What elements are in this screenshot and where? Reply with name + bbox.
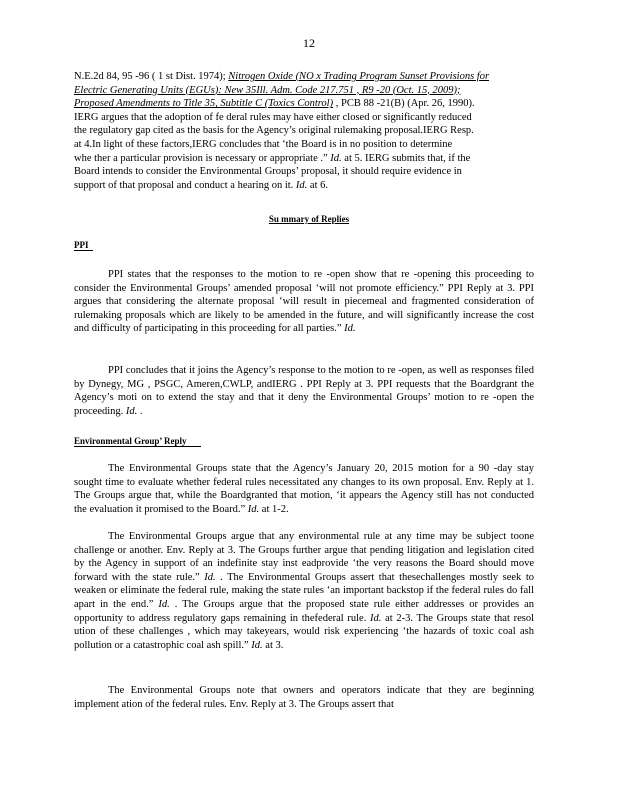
intro-line5: the regulatory gap cited as the basis for the Agency’s original rulemaking proposal.IERG Resp. [74, 125, 474, 137]
env-para1-text: The Environmental Groups state that the Agency’s January 20, 2015 motion for a 90 -day stay sought time to evaluate whether federal rules necessitated any changes to its own proposal. Env. Reply at 1. The Groups argue that, while the Boardgranted that motion, ‘it appears the Agency still has not conducted the evaluation it promised to the Board.” [74, 463, 534, 515]
intro-line3b: , PCB 88 -21(B) (Apr. 26, 1990). [333, 98, 475, 110]
intro-line4: IERG argues that the adoption of fe deral rules may have either closed or significantly reduced [74, 111, 472, 123]
intro-paragraph [74, 70, 534, 192]
env-paragraph-3 [74, 684, 534, 711]
ppi-paragraph-1 [74, 268, 534, 336]
env-para1-id: Id. [247, 503, 260, 515]
env-para2-text-e: at 3. [262, 639, 284, 651]
intro-line3a: Proposed Amendments to Title 35, Subtitle C (Toxics Control) [74, 98, 334, 110]
ppi-para1-text: PPI states that the responses to the motion to re -open show that re -opening this proceeding to consider the Environmental Groups’ amended proposal ‘will not promote efficiency.” PPI Reply at 3. PPI argues that considering the alternate proposal ‘will result in piecemeal and fragmented consideration of rulemaking proposals which are likely to be amended in the future, and will significantly increase the cost and difficulty of participating in this proceeding for all parties.” [74, 269, 534, 335]
intro-line7b: at 5. IERG submits that, if the [341, 152, 471, 164]
intro-line6: at 4.In light of these factors,IERG concludes that ‘the Board is in no position to determine [74, 138, 453, 150]
ppi-para1-id: Id. [344, 323, 356, 335]
env-paragraph-2 [74, 530, 534, 652]
ppi-para2-text: PPI concludes that it joins the Agency’s response to the motion to re -open, as well as responses filed by Dynegy, MG , PSGC, Ameren,CWLP, andIERG . PPI Reply at 3. PPI requests that the Boardgrant the Agency’s moti on to extend the stay and that it deny the Environmental Groups’ motion to re -open the proceeding. [74, 365, 534, 417]
intro-line1a: N.E.2d 84, 95 -96 ( 1 st Dist. 1974); [74, 71, 229, 82]
env-para2-id-2: Id. [158, 598, 170, 610]
env-para2-id-3: Id. [370, 612, 382, 624]
intro-line1b: Nitrogen Oxide (NO x Trading Program Sunset Provisions for [228, 71, 490, 82]
env-groups-heading: Environmental Group’ Reply [74, 436, 201, 447]
intro-line8: Board intends to consider the Environmental Groups’ proposal, it should require evidence in [74, 166, 462, 178]
intro-line9-id: Id. [295, 179, 308, 191]
env-para2-text-d: at 2-3. The Groups state that resol ution of these challenges , which may takeyears, would risk experiencing ‘the hazards of toxic coal ash pollution or a catastrophic coal ash spill.” [74, 612, 534, 651]
intro-line9b: at 6. [307, 179, 328, 191]
env-para2-text-a: The Environmental Groups argue that any environmental rule at any time may be subject toone challenge or another. Env. Reply at 3. The Groups further argue that pending litigation and legislation cited by the Agency in support of an indefinite stay inst eadprovide ‘the very reasons the Board should move forward with the state rule.” [74, 531, 534, 583]
intro-line9: support of that proposal and conduct a hearing on it. [74, 179, 296, 191]
page-number: 12 [303, 36, 315, 50]
env-paragraph-1 [74, 462, 534, 516]
env-para1-tail: at 1-2. [259, 503, 289, 515]
intro-line2: Electric Generating Units (EGUs): New 35Ill. Adm. Code 217.751 , R9 -20 (Oct. 15, 2009); [74, 84, 461, 96]
ppi-para2-id: Id. [125, 405, 138, 417]
env-para3-text: The Environmental Groups note that owners and operators indicate that they are beginning implement ation of the federal rules. Env. Reply at 3. The Groups assert that [74, 685, 534, 710]
env-para2-text-b: . The Environmental Groups assert that thesechallenges mostly seek to weaken or eliminate the federal rule, making the state rules ‘an important backstop if the federal rules do fall apart in the end.” [74, 571, 534, 610]
summary-heading: Su mmary of Replies [268, 214, 350, 224]
ppi-heading: PPI [74, 240, 93, 251]
ppi-para2-tail: . [137, 405, 143, 417]
env-para2-text-c: . The Groups argue that the proposed state rule either addresses or provides an opportunity to address regulatory gaps remaining in thefederal rule. [74, 598, 534, 624]
intro-line7-id: Id. [330, 152, 342, 164]
ppi-paragraph-2 [74, 364, 534, 418]
env-para2-id-4: Id. [251, 639, 263, 651]
env-para2-id-1: Id. [204, 571, 216, 583]
intro-line7: whe ther a particular provision is necessary or appropriate .” [74, 152, 331, 164]
